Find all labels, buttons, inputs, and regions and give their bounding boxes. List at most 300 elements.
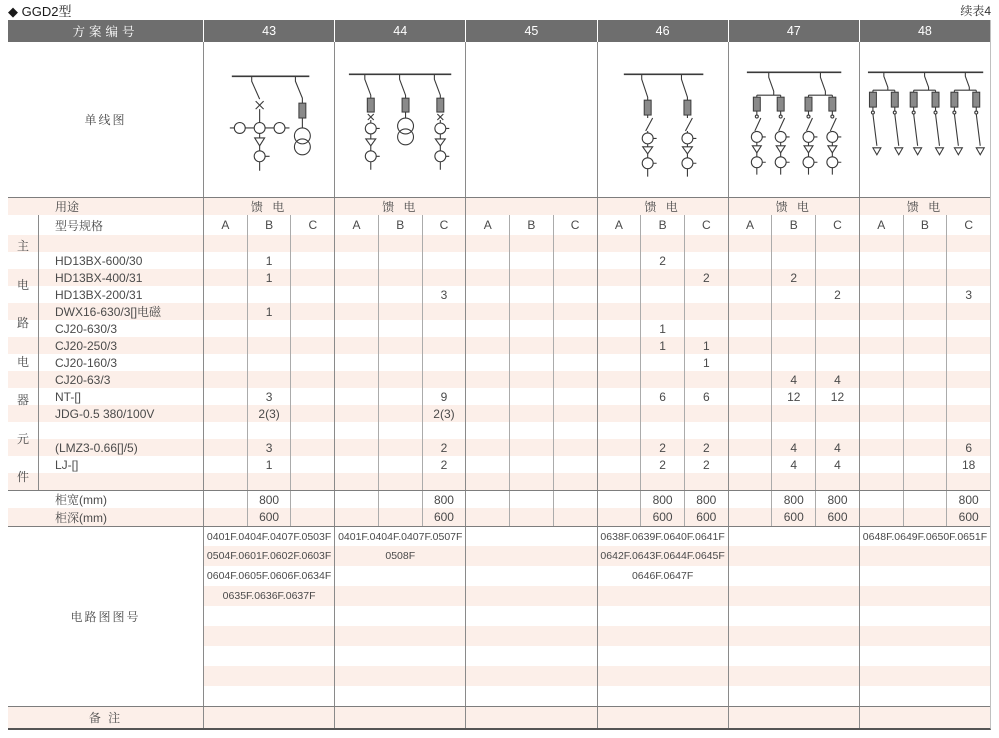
value-cell-44B xyxy=(378,371,422,388)
value-cell-48A xyxy=(860,252,903,269)
value-cell-46A xyxy=(598,269,641,286)
value-cell-45C xyxy=(553,303,597,320)
scheme-col-44 xyxy=(334,456,465,473)
value-cell-48A xyxy=(860,286,903,303)
code-cell-43: 0635F.0636F.0637F xyxy=(203,586,334,606)
value-cell-43C xyxy=(290,405,334,422)
value-cell-47B xyxy=(771,286,815,303)
value-cell-48B: B xyxy=(903,215,947,235)
value-cell-45C xyxy=(553,456,597,473)
value-cell-47A xyxy=(729,491,772,508)
scheme-col-43 xyxy=(203,235,334,252)
value-cell-48B xyxy=(903,354,947,371)
scheme-col-46 xyxy=(597,286,728,303)
code-cell-45 xyxy=(465,566,596,586)
scheme-col-48 xyxy=(859,371,990,388)
scheme-col-47 xyxy=(728,320,859,337)
scheme-col-43 xyxy=(203,491,334,508)
remark-row xyxy=(8,706,990,728)
scheme-col-43 xyxy=(203,388,334,405)
value-cell-45B xyxy=(509,388,553,405)
single-line-diagram-46 xyxy=(597,42,728,197)
component-row xyxy=(8,235,990,252)
side-char: 器 xyxy=(16,393,29,407)
value-cell-43A xyxy=(204,439,247,456)
scheme-col-48 xyxy=(859,337,990,354)
value-cell-44B xyxy=(378,320,422,337)
row-label: LJ-[] xyxy=(55,457,79,472)
component-row xyxy=(8,337,990,354)
value-cell-48C xyxy=(946,422,990,439)
value-cell-44B xyxy=(378,269,422,286)
scheme-col-45 xyxy=(465,422,596,439)
value-cell-46A xyxy=(598,235,641,252)
value-cell-43B: B xyxy=(247,215,291,235)
circuit-code-row xyxy=(8,646,990,666)
scheme-col-44 xyxy=(334,235,465,252)
value-cell-45A xyxy=(466,491,509,508)
value-cell-48B xyxy=(903,422,947,439)
value-cell-46C: 2 xyxy=(684,269,728,286)
scheme-table xyxy=(8,20,991,730)
value-cell-48A: A xyxy=(877,218,886,232)
value-cell-43A xyxy=(204,388,247,405)
page-title: ◆ GGD2型 xyxy=(8,3,72,19)
value-cell-48C xyxy=(946,354,990,371)
value-cell-45C xyxy=(553,286,597,303)
scheme-col-46 xyxy=(597,405,728,422)
row-label: JDG-0.5 380/100V xyxy=(55,406,155,421)
value-cell-44B: B xyxy=(378,215,422,235)
value-cell-48B xyxy=(903,388,947,405)
usage-cell-47: 馈 电 xyxy=(728,198,859,215)
scheme-col-43 xyxy=(203,354,334,371)
value-cell-43A: A xyxy=(221,218,230,232)
code-cell-48 xyxy=(859,566,990,586)
value-cell-46C xyxy=(684,371,728,388)
code-cell-46: 0642F.0643F.0644F.0645F xyxy=(597,546,728,566)
code-cell-44 xyxy=(334,686,465,706)
value-cell-48B xyxy=(903,303,947,320)
scheme-col-43 xyxy=(203,215,334,235)
value-cell-48C: C xyxy=(946,215,990,235)
value-cell-47C: 4 xyxy=(815,371,859,388)
scheme-col-44 xyxy=(334,269,465,286)
scheme-col-47 xyxy=(728,235,859,252)
value-cell-46A xyxy=(598,508,641,526)
value-cell-43C xyxy=(290,371,334,388)
value-cell-47A xyxy=(729,422,772,439)
value-cell-48C xyxy=(946,337,990,354)
row-label xyxy=(8,473,203,490)
code-cell-46 xyxy=(597,686,728,706)
scheme-col-44 xyxy=(334,405,465,422)
value-cell-47A xyxy=(729,508,772,526)
value-cell-46B xyxy=(640,303,684,320)
remark-cell xyxy=(859,707,990,728)
scheme-col-47 xyxy=(728,439,859,456)
value-cell-47B: 4 xyxy=(771,456,815,473)
scheme-col-44 xyxy=(334,422,465,439)
value-cell-44B xyxy=(378,439,422,456)
value-cell-44A xyxy=(335,320,378,337)
value-cell-45C xyxy=(553,235,597,252)
code-cell-45 xyxy=(465,527,596,546)
value-cell-46C: 1 xyxy=(684,337,728,354)
value-cell-44C xyxy=(422,235,466,252)
scheme-col-45 xyxy=(465,252,596,269)
value-cell-43B: 1 xyxy=(247,269,291,286)
value-cell-47B xyxy=(771,320,815,337)
value-cell-44A xyxy=(335,422,378,439)
value-cell-44C xyxy=(422,252,466,269)
value-cell-46B: 2 xyxy=(640,456,684,473)
value-cell-44C: 3 xyxy=(422,286,466,303)
row-label: (LMZ3-0.66[]/5) xyxy=(55,440,138,455)
value-cell-45A xyxy=(466,422,509,439)
value-cell-48A xyxy=(860,354,903,371)
code-cell-48 xyxy=(859,586,990,606)
component-row xyxy=(8,252,990,269)
value-cell-44C xyxy=(422,269,466,286)
side-char: 主 xyxy=(16,239,29,253)
scheme-col-46 xyxy=(597,303,728,320)
scheme-col-45 xyxy=(465,405,596,422)
value-cell-46B xyxy=(640,422,684,439)
value-cell-44A xyxy=(335,235,378,252)
component-row xyxy=(8,269,990,286)
value-cell-48C xyxy=(946,371,990,388)
value-cell-43C xyxy=(290,422,334,439)
scheme-col-45 xyxy=(465,286,596,303)
value-cell-47A xyxy=(729,439,772,456)
scheme-col-48 xyxy=(859,269,990,286)
scheme-col-45 xyxy=(465,473,596,490)
scheme-col-45 xyxy=(465,337,596,354)
value-cell-44A xyxy=(335,286,378,303)
scheme-col-47 xyxy=(728,269,859,286)
code-cell-43 xyxy=(203,646,334,666)
value-cell-43B: 3 xyxy=(247,439,291,456)
code-cell-47 xyxy=(728,626,859,646)
value-cell-48B xyxy=(903,371,947,388)
value-cell-47B: 800 xyxy=(771,491,815,508)
row-label: DWX16-630/3[]电磁 xyxy=(55,305,162,319)
value-cell-45A xyxy=(466,473,509,490)
code-cell-46: 0646F.0647F xyxy=(597,566,728,586)
value-cell-46A: A xyxy=(614,218,623,232)
cabinet-width-row xyxy=(8,490,990,508)
code-cell-43 xyxy=(203,666,334,686)
value-cell-45C xyxy=(553,320,597,337)
value-cell-48A xyxy=(860,337,903,354)
code-cell-44: 0401F.0404F.0407F.0507F xyxy=(334,527,465,546)
value-cell-45C xyxy=(553,269,597,286)
value-cell-47A xyxy=(729,388,772,405)
cabinet-depth-row xyxy=(8,508,990,526)
value-cell-45B xyxy=(509,371,553,388)
value-cell-47A xyxy=(729,320,772,337)
code-cell-47 xyxy=(728,646,859,666)
value-cell-45A xyxy=(466,286,509,303)
row-label: CJ20-160/3 xyxy=(55,355,118,370)
row-label: HD13BX-400/31 xyxy=(55,270,143,285)
value-cell-43C xyxy=(290,508,334,526)
component-row xyxy=(8,405,990,422)
scheme-col-43 xyxy=(203,286,334,303)
scheme-col-43 xyxy=(203,422,334,439)
scheme-col-43 xyxy=(203,269,334,286)
remark-cell xyxy=(203,707,334,728)
value-cell-45C xyxy=(553,473,597,490)
value-cell-44A xyxy=(335,456,378,473)
code-cell-46 xyxy=(597,586,728,606)
component-row xyxy=(8,388,990,405)
value-cell-44C: C xyxy=(422,215,466,235)
scheme-col-47 xyxy=(728,303,859,320)
value-cell-48A xyxy=(860,405,903,422)
row-label: CJ20-250/3 xyxy=(55,338,118,353)
code-cell-48: 0648F.0649F.0650F.0651F xyxy=(859,527,990,546)
value-cell-46B: B xyxy=(640,215,684,235)
value-cell-43A xyxy=(204,422,247,439)
value-cell-45A xyxy=(466,303,509,320)
value-cell-47A xyxy=(729,473,772,490)
value-cell-45B xyxy=(509,473,553,490)
value-cell-45A xyxy=(466,252,509,269)
scheme-col-47 xyxy=(728,252,859,269)
value-cell-47B: 600 xyxy=(771,508,815,526)
value-cell-43A xyxy=(204,371,247,388)
value-cell-44B xyxy=(378,337,422,354)
value-cell-46B xyxy=(640,286,684,303)
value-cell-47B xyxy=(771,422,815,439)
usage-row-label: 用途 xyxy=(55,200,80,214)
value-cell-48B xyxy=(903,337,947,354)
scheme-col-46 xyxy=(597,215,728,235)
scheme-col-48 xyxy=(859,252,990,269)
scheme-col-47 xyxy=(728,456,859,473)
row-label: 柜深(mm) xyxy=(55,510,107,525)
value-cell-46C: 2 xyxy=(684,456,728,473)
scheme-col-44 xyxy=(334,439,465,456)
value-cell-45B xyxy=(509,354,553,371)
scheme-col-48 xyxy=(859,354,990,371)
value-cell-47C: 600 xyxy=(815,508,859,526)
scheme-col-44 xyxy=(334,320,465,337)
value-cell-47B xyxy=(771,354,815,371)
value-cell-46C xyxy=(684,286,728,303)
value-cell-48A xyxy=(860,235,903,252)
single-line-diagram-row xyxy=(8,42,990,197)
value-cell-48B xyxy=(903,252,947,269)
value-cell-45C xyxy=(553,491,597,508)
value-cell-44C xyxy=(422,303,466,320)
circuit-codes-grid xyxy=(8,526,990,706)
circuit-code-row xyxy=(8,626,990,646)
scheme-col-43 xyxy=(203,337,334,354)
value-cell-46C xyxy=(684,422,728,439)
value-cell-44C xyxy=(422,473,466,490)
scheme-col-44 xyxy=(334,508,465,526)
value-cell-43C xyxy=(290,235,334,252)
scheme-col-44 xyxy=(334,215,465,235)
value-cell-43B: 1 xyxy=(247,252,291,269)
value-cell-44C xyxy=(422,320,466,337)
component-row xyxy=(8,439,990,456)
value-cell-43C xyxy=(290,252,334,269)
value-cell-45C xyxy=(553,354,597,371)
scheme-col-45 xyxy=(465,354,596,371)
value-cell-46A xyxy=(598,439,641,456)
value-cell-43C xyxy=(290,354,334,371)
value-cell-46B: 600 xyxy=(640,508,684,526)
code-cell-45 xyxy=(465,586,596,606)
value-cell-45A xyxy=(466,439,509,456)
value-cell-46C: 800 xyxy=(684,491,728,508)
code-cell-44 xyxy=(334,606,465,626)
scheme-col-47 xyxy=(728,337,859,354)
scheme-col-48 xyxy=(859,320,990,337)
code-cell-48 xyxy=(859,626,990,646)
scheme-col-43 xyxy=(203,473,334,490)
value-cell-46C: 1 xyxy=(684,354,728,371)
codes-label-spacer xyxy=(8,527,203,546)
value-cell-43C xyxy=(290,269,334,286)
value-cell-48A xyxy=(860,491,903,508)
value-cell-47A xyxy=(729,252,772,269)
value-cell-48A xyxy=(860,456,903,473)
scheme-col-43 xyxy=(203,439,334,456)
value-cell-46A xyxy=(598,371,641,388)
value-cell-47C: 12 xyxy=(815,388,859,405)
code-cell-44 xyxy=(334,666,465,686)
single-line-diagram-43 xyxy=(203,42,334,197)
codes-label-spacer xyxy=(8,546,203,566)
value-cell-47B xyxy=(771,473,815,490)
value-cell-45B xyxy=(509,456,553,473)
value-cell-43B xyxy=(247,286,291,303)
value-cell-45C xyxy=(553,337,597,354)
value-cell-44C xyxy=(422,354,466,371)
value-cell-48A xyxy=(860,422,903,439)
value-cell-43B: 1 xyxy=(247,303,291,320)
scheme-col-44 xyxy=(334,337,465,354)
value-cell-43A xyxy=(204,252,247,269)
remark-row-label: 备 注 xyxy=(88,711,123,725)
code-cell-47 xyxy=(728,686,859,706)
value-cell-46A xyxy=(598,337,641,354)
value-cell-47C: 800 xyxy=(815,491,859,508)
value-cell-45C xyxy=(553,439,597,456)
single-line-diagram-44 xyxy=(334,42,465,197)
value-cell-45B xyxy=(509,269,553,286)
value-cell-48B xyxy=(903,235,947,252)
code-cell-45 xyxy=(465,646,596,666)
scheme-col-46 xyxy=(597,491,728,508)
value-cell-44C xyxy=(422,371,466,388)
value-cell-46A xyxy=(598,405,641,422)
code-cell-47 xyxy=(728,586,859,606)
code-cell-47 xyxy=(728,606,859,626)
scheme-col-46 xyxy=(597,269,728,286)
scheme-col-45 xyxy=(465,491,596,508)
row-label: 柜宽(mm) xyxy=(55,493,107,507)
value-cell-44A xyxy=(335,252,378,269)
code-cell-45 xyxy=(465,686,596,706)
scheme-col-44 xyxy=(334,303,465,320)
scheme-col-44 xyxy=(334,371,465,388)
value-cell-44B xyxy=(378,354,422,371)
value-cell-44B xyxy=(378,508,422,526)
scheme-col-48 xyxy=(859,303,990,320)
value-cell-44C: 2 xyxy=(422,439,466,456)
value-cell-48B xyxy=(903,456,947,473)
value-cell-43C xyxy=(290,456,334,473)
value-cell-46B: 2 xyxy=(640,439,684,456)
scheme-col-48 xyxy=(859,422,990,439)
value-cell-48A xyxy=(860,439,903,456)
header-scheme-43: 43 xyxy=(203,20,334,42)
value-cell-43A xyxy=(204,337,247,354)
value-cell-45B xyxy=(509,252,553,269)
value-cell-46A xyxy=(598,456,641,473)
value-cell-48C xyxy=(946,388,990,405)
value-cell-47C xyxy=(815,303,859,320)
usage-cell-43: 馈 电 xyxy=(203,198,334,215)
value-cell-47A xyxy=(729,286,772,303)
title-bar xyxy=(8,0,991,20)
component-row xyxy=(8,422,990,439)
value-cell-45A xyxy=(466,337,509,354)
scheme-col-46 xyxy=(597,235,728,252)
scheme-col-43 xyxy=(203,508,334,526)
diagram-cell-45-empty xyxy=(465,42,596,197)
scheme-col-47 xyxy=(728,215,859,235)
codes-label-spacer xyxy=(8,686,203,706)
circuit-code-row xyxy=(8,606,990,626)
value-cell-47B xyxy=(771,405,815,422)
value-cell-46A xyxy=(598,252,641,269)
scheme-col-48 xyxy=(859,439,990,456)
code-cell-45 xyxy=(465,626,596,646)
value-cell-46C xyxy=(684,405,728,422)
value-cell-45B xyxy=(509,235,553,252)
value-cell-47C xyxy=(815,422,859,439)
value-cell-43B xyxy=(247,473,291,490)
value-cell-48C xyxy=(946,235,990,252)
value-cell-45B xyxy=(509,303,553,320)
value-cell-48A xyxy=(860,303,903,320)
value-cell-46A xyxy=(598,320,641,337)
value-cell-48C xyxy=(946,252,990,269)
scheme-col-48 xyxy=(859,473,990,490)
value-cell-47C: 2 xyxy=(815,286,859,303)
value-cell-44B xyxy=(378,405,422,422)
value-cell-48A xyxy=(860,269,903,286)
value-cell-47B xyxy=(771,252,815,269)
value-cell-44A: A xyxy=(352,218,361,232)
scheme-col-46 xyxy=(597,473,728,490)
code-cell-46: 0638F.0639F.0640F.0641F xyxy=(597,527,728,546)
scheme-col-43 xyxy=(203,303,334,320)
value-cell-44B xyxy=(378,491,422,508)
scheme-col-44 xyxy=(334,252,465,269)
row-label: CJ20-630/3 xyxy=(55,321,118,336)
value-cell-47C xyxy=(815,354,859,371)
value-cell-43B: 1 xyxy=(247,456,291,473)
value-cell-43A xyxy=(204,491,247,508)
